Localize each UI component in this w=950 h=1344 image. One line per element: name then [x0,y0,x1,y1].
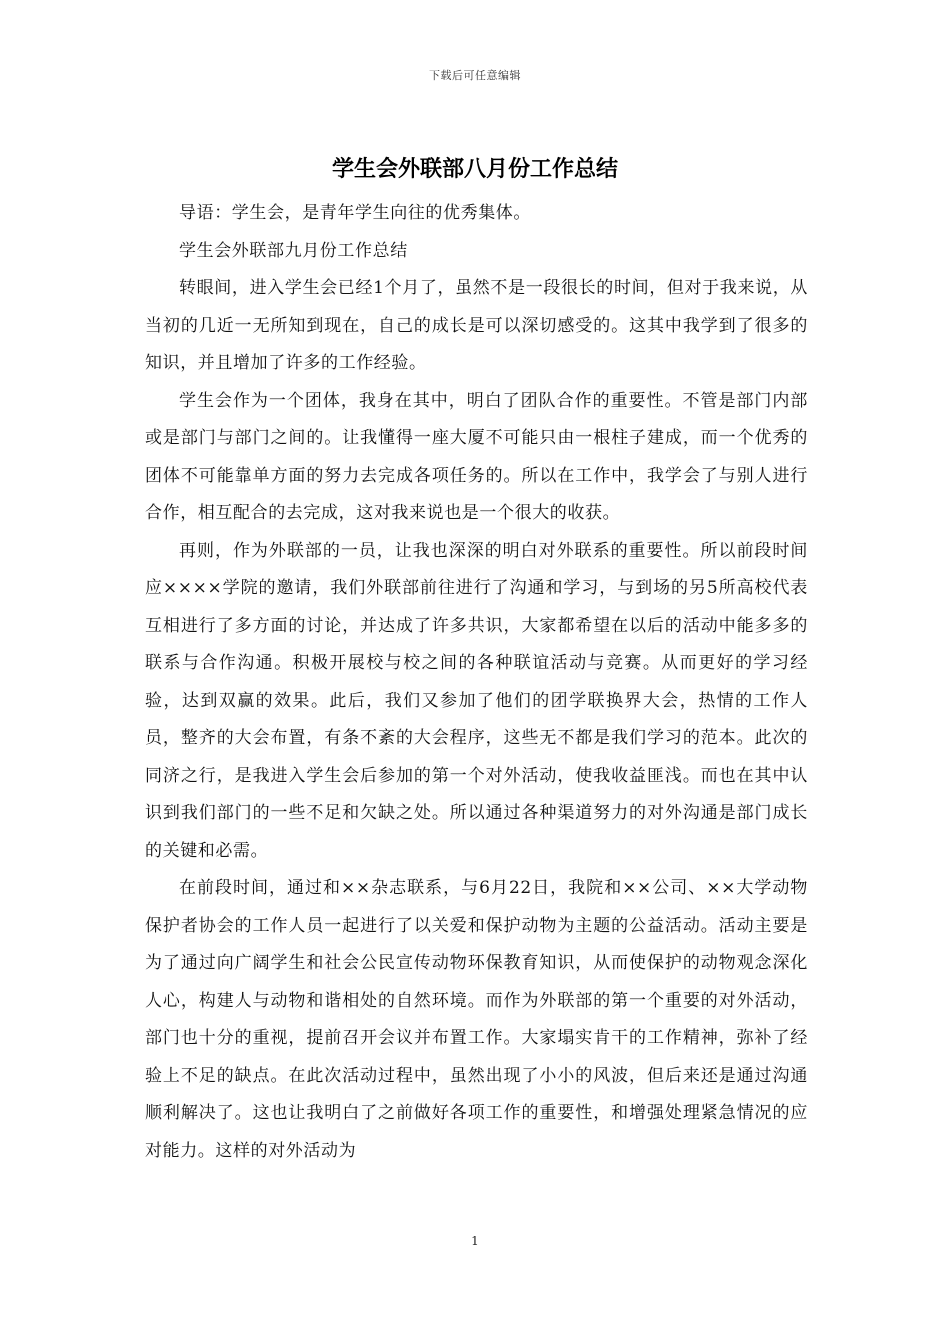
page-number: 1 [471,1234,479,1248]
body-paragraph: 在前段时间，通过和××杂志联系，与6月22日，我院和××公司、××大学动物保护者协会的工作人员一起进行了以关爱和保护动物为主题的公益活动。活动主要是为了通过向广阔学生和社会公民宣传动物环保教育知识，从而使保护的动物观念深化人心，构建人与动物和谐相处的自然环境。而作为外联部的第一个重要的对外活动，部门也十分的重视，提前召开会议并布置工作。大家塌实肯干的工作精神，弥补了经验上不足的缺点。在此次活动过程中，虽然出现了小小的风波，但后来还是通过沟通顺利解决了。这也让我明白了之前做好各项工作的重要性，和增强处理紧急情况的应对能力。这样的对外活动为 [145,878,808,1161]
intro-paragraph: 导语：学生会，是青年学生向往的优秀集体。 [179,203,531,223]
document-title: 学生会外联部八月份工作总结 [331,156,618,182]
body-paragraph: 转眼间，进入学生会已经1个月了，虽然不是一段很长的时间，但对于我来说，从当初的几近一无所知到现在，自己的成长是可以深切感受的。这其中我学到了很多的知识，并且增加了许多的工作经验。 [145,278,808,373]
page-header: 下载后可任意编辑 [429,69,521,82]
body-paragraph: 学生会作为一个团体，我身在其中，明白了团队合作的重要性。不管是部门内部或是部门与部门之间的。让我懂得一座大厦不可能只由一根柱子建成，而一个优秀的团体不可能靠单方面的努力去完成各项任务的。所以在工作中，我学会了与别人进行合作，相互配合的去完成，这对我来说也是一个很大的收获。 [145,390,808,523]
document-body [145,195,808,1170]
body-paragraph: 再则，作为外联部的一员，让我也深深的明白对外联系的重要性。所以前段时间应××××学院的邀请，我们外联部前往进行了沟通和学习，与到场的另5所高校代表互相进行了多方面的讨论，并达成了许多共识，大家都希望在以后的活动中能多多的联系与合作沟通。积极开展校与校之间的各种联谊活动与竞赛。从而更好的学习经验，达到双赢的效果。此后，我们又参加了他们的团学联换界大会，热情的工作人员，整齐的大会布置，有条不紊的大会程序，这些无不都是我们学习的范本。此次的同济之行，是我进入学生会后参加的第一个对外活动，使我收益匪浅。而也在其中认识到我们部门的一些不足和欠缺之处。所以通过各种渠道努力的对外沟通是部门成长的关键和必需。 [145,540,808,861]
subtitle-paragraph: 学生会外联部九月份工作总结 [179,240,408,261]
